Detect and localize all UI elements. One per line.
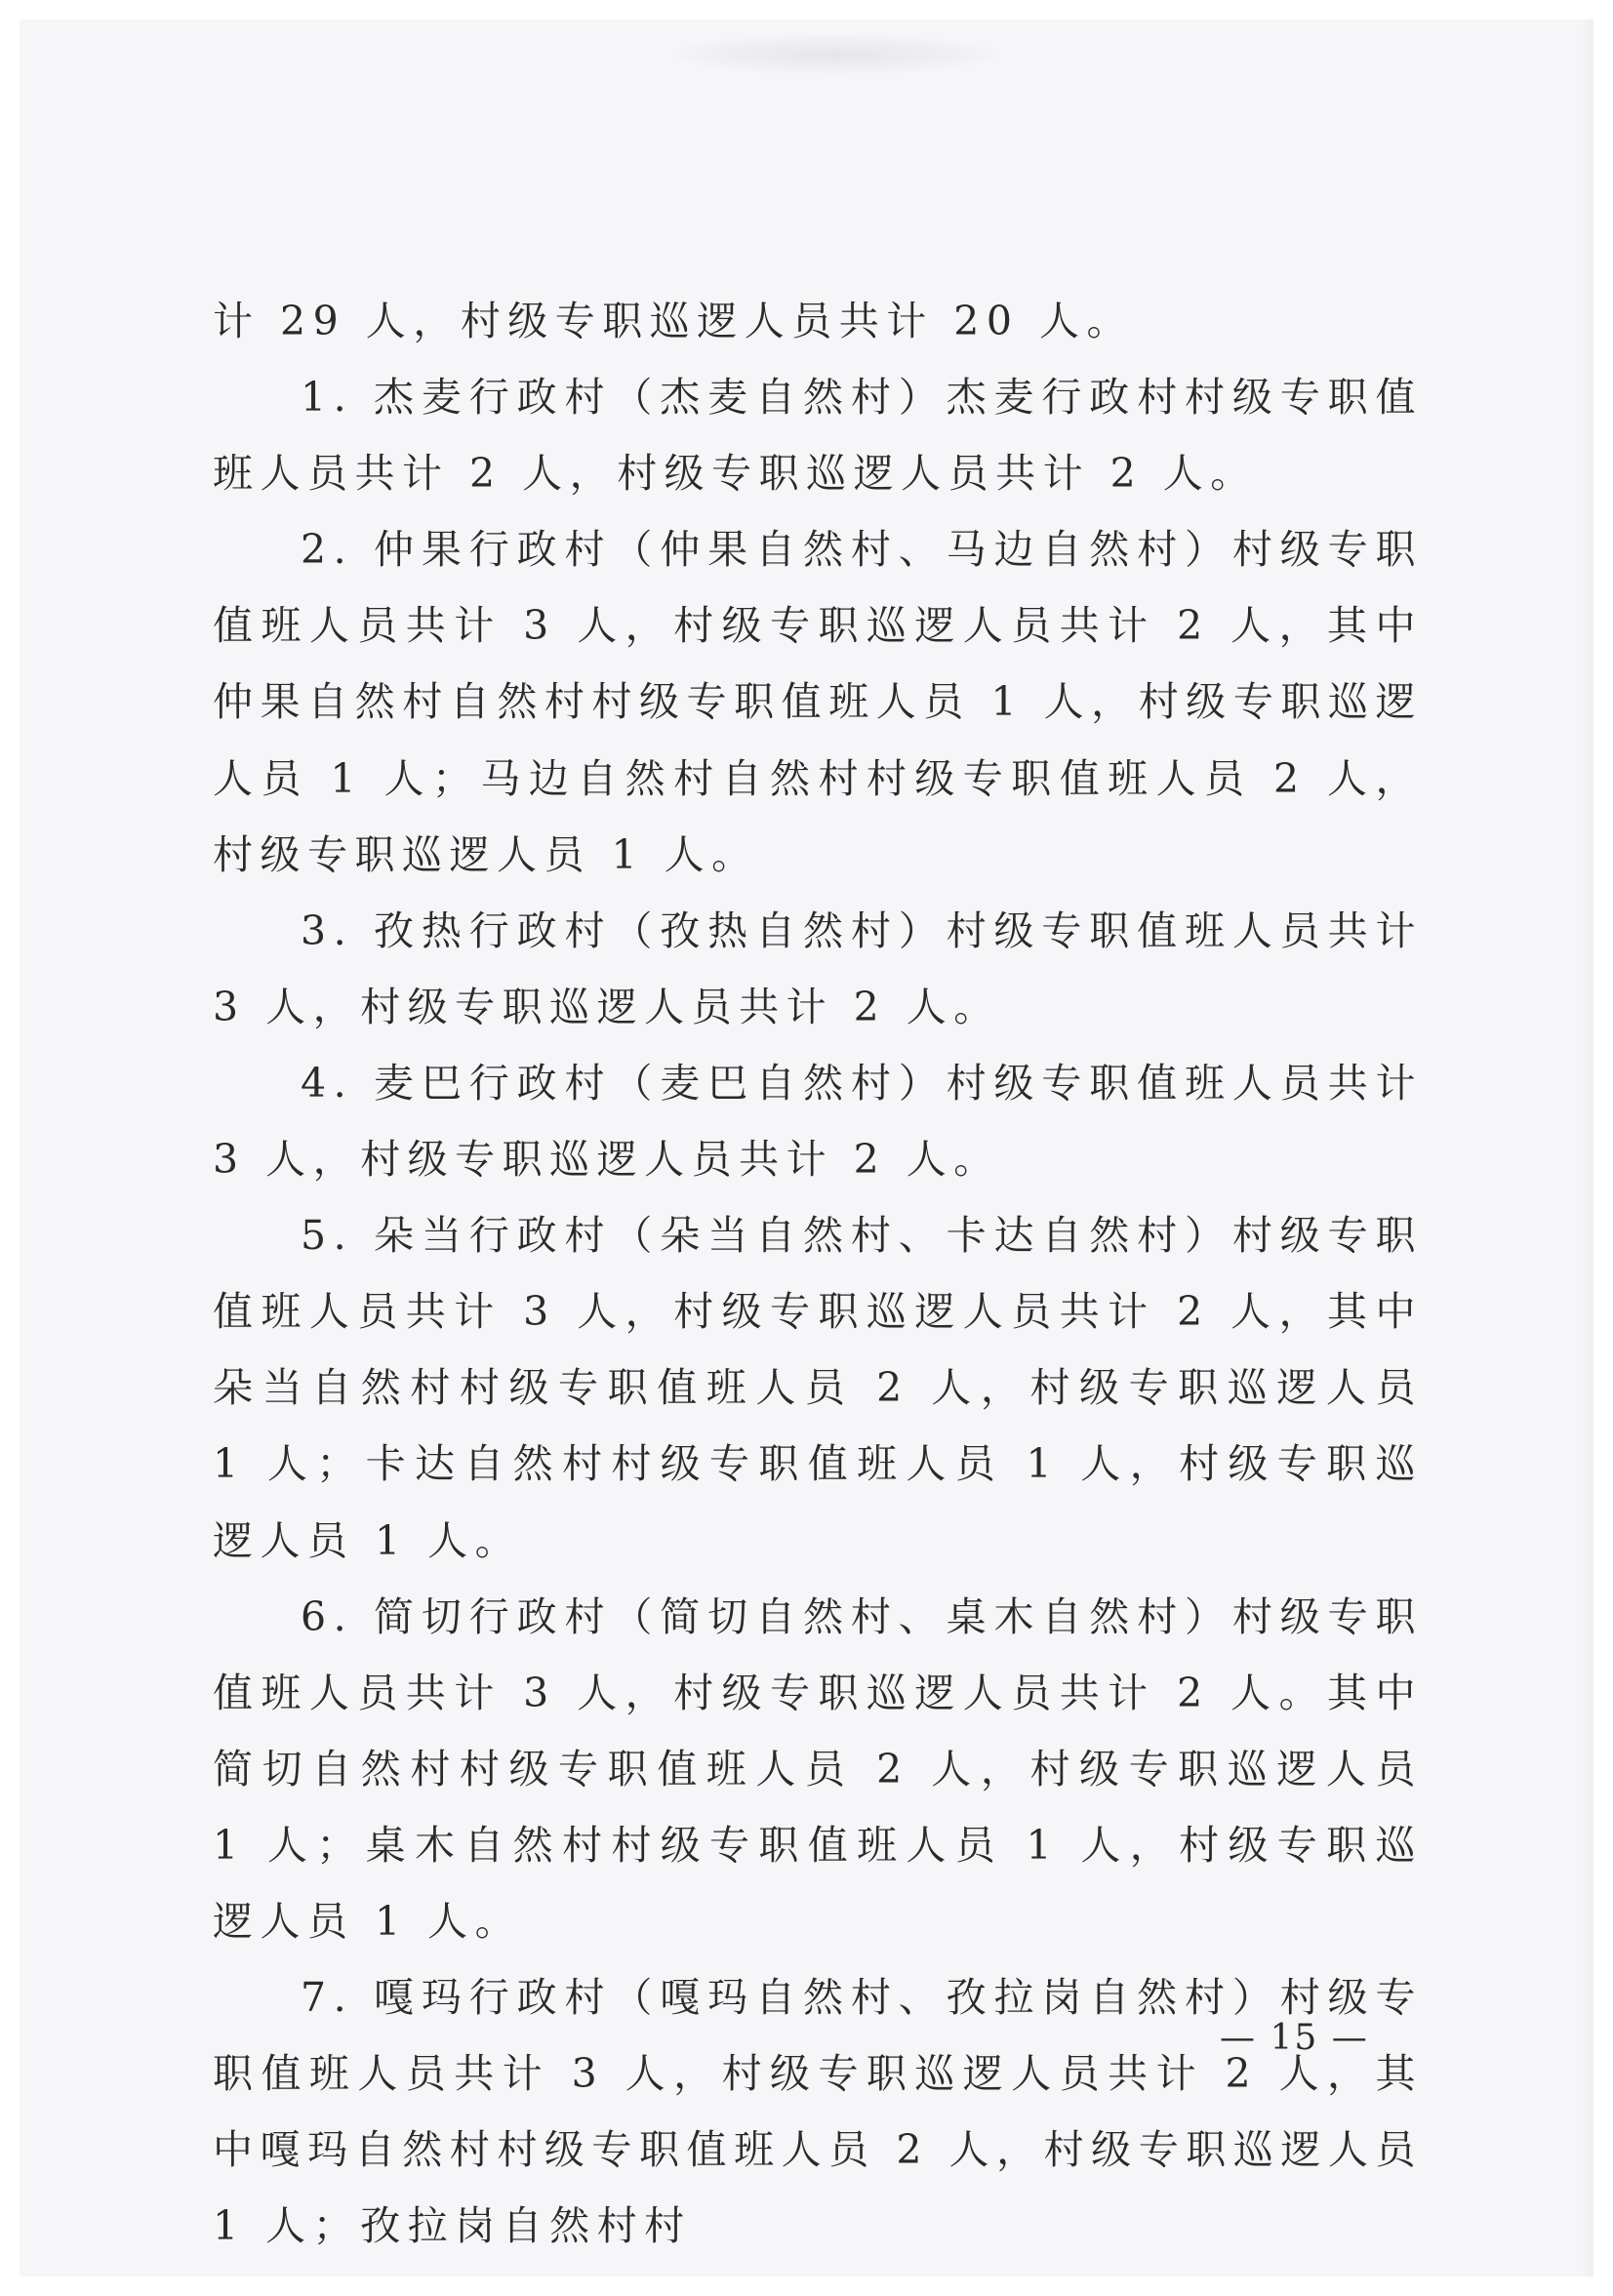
paragraph-item-2: 2. 仲果行政村（仲果自然村、马边自然村）村级专职值班人员共计 3 人，村级专职巡逻人员共计 2 人，其中仲果自然村自然村村级专职值班人员 1 人，村级专职巡逻人员 1 人；马边自然村自然村村级专职值班人员 2 人，村级专职巡逻人员 1 人。: [213, 526, 1423, 878]
page-edge-shadow: [1580, 20, 1593, 2276]
paragraph-item-1: 1. 杰麦行政村（杰麦自然村）杰麦行政村村级专职值班人员共计 2 人，村级专职巡逻人员共计 2 人。: [213, 374, 1423, 498]
document-body: [213, 283, 1423, 2264]
paragraph-item-6: 6. 简切行政村（简切自然村、桌木自然村）村级专职值班人员共计 3 人，村级专职巡逻人员共计 2 人。其中简切自然村村级专职值班人员 2 人，村级专职巡逻人员 1 人；桌木自然村村级专职值班人员 1 人，村级专职巡逻人员 1 人。: [213, 1592, 1423, 1945]
scan-smudge: [673, 35, 995, 74]
paragraph-item-4: 4. 麦巴行政村（麦巴自然村）村级专职值班人员共计 3 人，村级专职巡逻人员共计 2 人。: [213, 1059, 1423, 1184]
paragraph-continuation: 计 29 人，村级专职巡逻人员共计 20 人。: [213, 298, 1134, 344]
page-number: — 15 —: [1220, 2018, 1369, 2058]
paragraph-item-5: 5. 朵当行政村（朵当自然村、卡达自然村）村级专职值班人员共计 3 人，村级专职巡逻人员共计 2 人，其中朵当自然村村级专职值班人员 2 人，村级专职巡逻人员 1 人；卡达自然村村级专职值班人员 1 人，村级专职巡逻人员 1 人。: [213, 1212, 1423, 1564]
paragraph-item-3: 3. 孜热行政村（孜热自然村）村级专职值班人员共计 3 人，村级专职巡逻人员共计 2 人。: [213, 906, 1423, 1030]
paragraph-item-7: 7. 嘎玛行政村（嘎玛自然村、孜拉岗自然村）村级专职值班人员共计 3 人，村级专职巡逻人员共计 2 人，其中嘎玛自然村村级专职值班人员 2 人，村级专职巡逻人员 1 人；孜拉岗自然村村: [213, 1974, 1423, 2250]
